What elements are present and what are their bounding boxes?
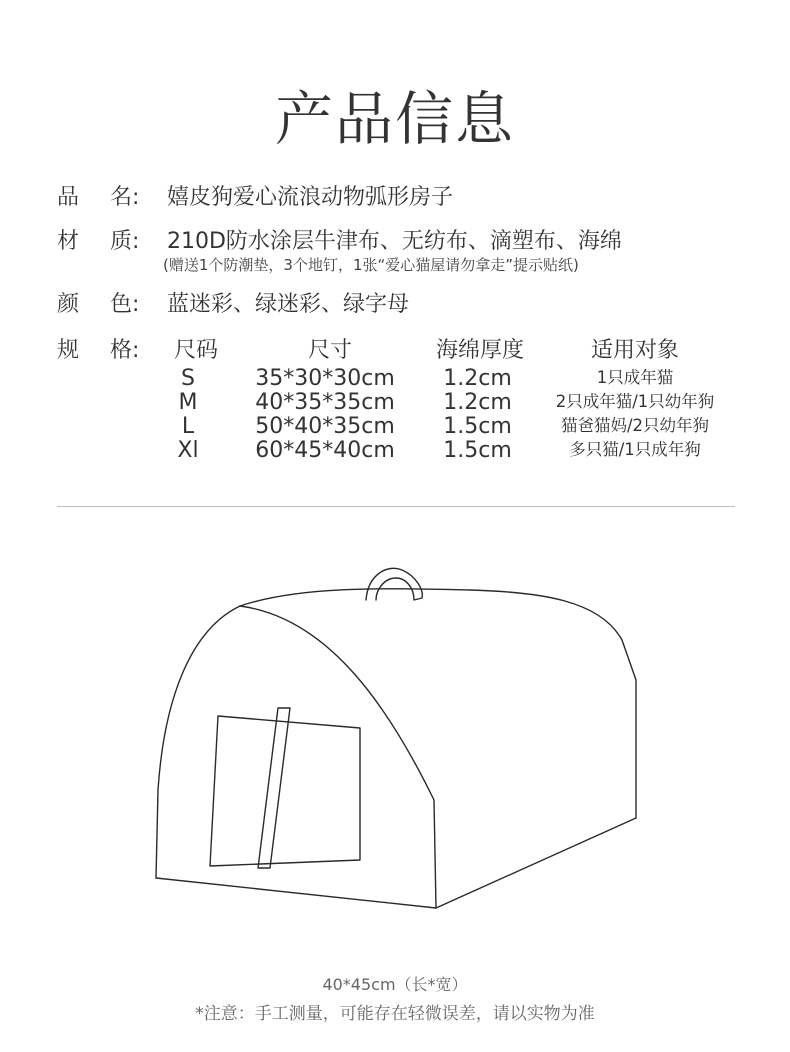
- spec-header-size: 尺码: [173, 338, 218, 363]
- base-side: [436, 818, 636, 908]
- color-value: 蓝迷彩、绿迷彩、绿字母: [167, 292, 410, 317]
- roof-front: [156, 606, 240, 878]
- spec-cell-suitable: 1只成年猫: [596, 368, 674, 387]
- section-divider: [57, 506, 735, 507]
- spec-cell-dimensions: 40*35*35cm: [255, 390, 395, 415]
- spec-cell-size: L: [181, 414, 195, 439]
- handle-outline: [366, 568, 422, 600]
- door-strap: [258, 708, 290, 868]
- color-key-1: 颜: [57, 292, 80, 317]
- product-name-value: 嬉皮狗爱心流浪动物弧形房子: [167, 185, 454, 210]
- pet-house-line-drawing: [140, 560, 660, 950]
- spec-cell-sponge: 1.2cm: [443, 366, 512, 391]
- spec-key-1: 规: [57, 338, 80, 363]
- spec-cell-suitable: 2只成年猫/1只幼年狗: [555, 392, 715, 411]
- spec-header-suitable: 适用对象: [590, 338, 679, 363]
- spec-cell-suitable: 多只猫/1只成年狗: [569, 440, 701, 459]
- spec-cell-dimensions: 60*45*40cm: [255, 438, 395, 463]
- page-title: 产品信息: [274, 85, 515, 153]
- spec-cell-sponge: 1.5cm: [443, 438, 512, 463]
- material-key-2: 质:: [110, 229, 140, 254]
- spec-cell-dimensions: 50*40*35cm: [255, 414, 395, 439]
- door-panel: [210, 716, 360, 866]
- material-key-1: 材: [57, 229, 80, 254]
- spec-key-2: 格:: [110, 338, 140, 363]
- spec-cell-size: M: [178, 390, 198, 415]
- spec-cell-dimensions: 35*30*30cm: [255, 366, 395, 391]
- material-value: 210D防水涂层牛津布、无纺布、滴塑布、海绵: [167, 229, 622, 254]
- spec-cell-sponge: 1.5cm: [443, 414, 512, 439]
- spec-header-sponge: 海绵厚度: [435, 338, 524, 363]
- spec-cell-sponge: 1.2cm: [443, 390, 512, 415]
- name-key-1: 品: [57, 185, 80, 210]
- spec-cell-suitable: 猫爸猫妈/2只幼年狗: [560, 416, 710, 435]
- color-key-2: 色:: [110, 292, 140, 317]
- spec-cell-size: Xl: [177, 438, 199, 463]
- spec-cell-size: S: [181, 366, 195, 391]
- base-front: [156, 878, 436, 908]
- roof-back: [240, 589, 636, 818]
- front-arch: [240, 606, 436, 908]
- spec-header-dimensions: 尺寸: [307, 338, 352, 363]
- name-key-2: 名:: [110, 185, 140, 210]
- measurement-disclaimer: *注意：手工测量，可能存在轻微误差，请以实物为准: [195, 1004, 595, 1024]
- material-gift-note: (赠送1个防潮垫，3个地钉，1张“爱心猫屋请勿拿走”提示贴纸): [163, 256, 579, 274]
- dimension-caption: 40*45cm（长*宽）: [322, 975, 468, 994]
